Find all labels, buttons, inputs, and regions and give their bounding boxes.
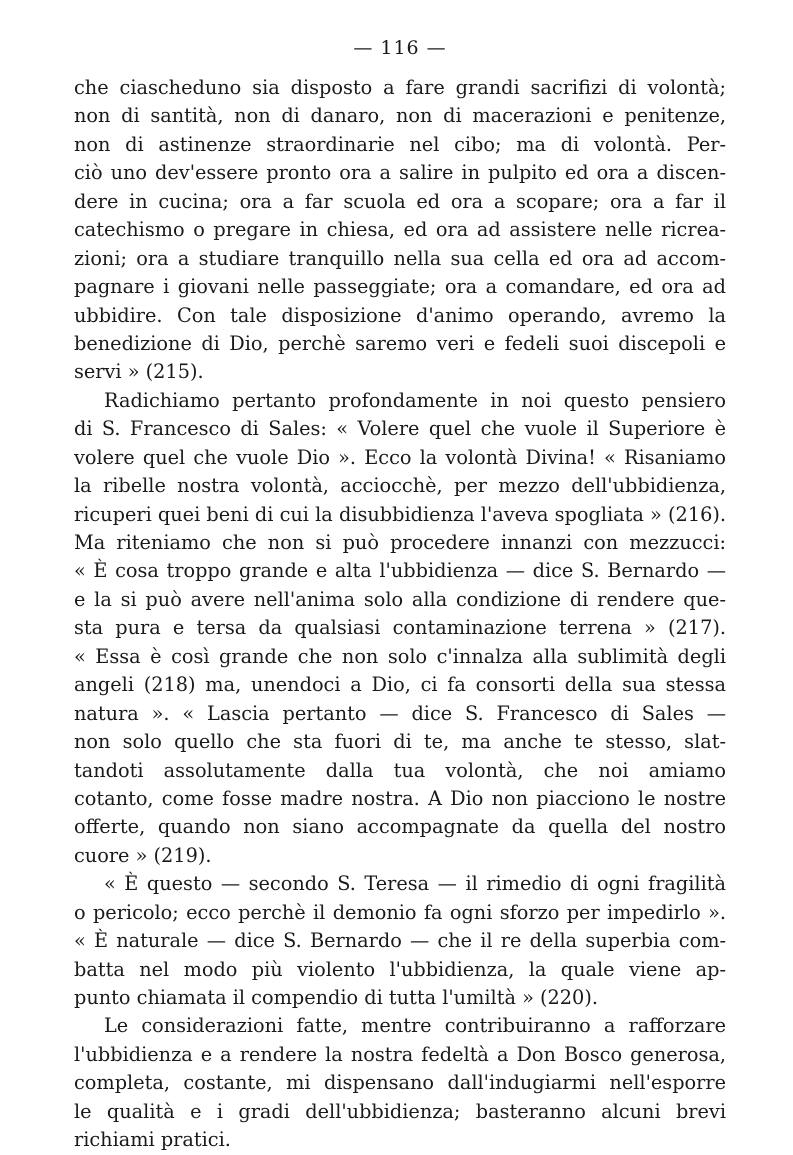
text-line: di S. Francesco di Sales: « Volere quel che vuole il Superiore è <box>74 417 726 441</box>
text-line: natura ». « Lascia pertanto — dice S. Francesco di Sales — <box>74 701 726 725</box>
text-line: l'ubbidienza e a rendere la nostra fedeltà a Don Bosco generosa, <box>74 1042 726 1066</box>
text-line: non solo quello che sta fuori di te, ma anche te stesso, slat- <box>74 730 726 754</box>
text-line: dere in cucina; ora a far scuola ed ora a scopare; ora a far il <box>74 189 726 213</box>
text-line: « È questo — secondo S. Teresa — il rimedio di ogni fragilità <box>104 872 726 896</box>
page-number: — 116 — <box>353 37 447 59</box>
text-line: Radichiamo pertanto profondamente in noi questo pensiero <box>104 388 726 412</box>
text-line: ricuperi quei beni di cui la disubbidienza l'aveva spogliata » (216). <box>74 502 726 526</box>
text-line: ubbidire. Con tale disposizione d'animo operando, avremo la <box>74 303 726 327</box>
text-line: volere quel che vuole Dio ». Ecco la volontà Divina! « Risaniamo <box>74 445 726 469</box>
text-line: cuore » (219). <box>74 843 212 867</box>
text-line: batta nel modo più violento l'ubbidienza, la quale viene ap- <box>74 957 726 981</box>
text-line: « Essa è così grande che non solo c'innalza alla sublimità degli <box>74 644 726 668</box>
text-line: catechismo o pregare in chiesa, ed ora ad assistere nelle ricrea- <box>74 218 726 242</box>
text-line: e la si può avere nell'anima solo alla condizione di rendere que- <box>74 587 726 611</box>
text-line: « È naturale — dice S. Bernardo — che il re della superbia com- <box>74 929 726 953</box>
text-line: la ribelle nostra volontà, acciocchè, per mezzo dell'ubbidienza, <box>74 474 726 498</box>
text-line: angeli (218) ma, unendoci a Dio, ci fa consorti della sua stessa <box>74 673 726 697</box>
text-line: non di santità, non di danaro, non di macerazioni e penitenze, <box>74 104 726 128</box>
body-text <box>74 74 726 1155</box>
text-line: le qualità e i gradi dell'ubbidienza; basteranno alcuni brevi <box>74 1099 726 1123</box>
text-line: Ma riteniamo che non si può procedere innanzi con mezzucci: <box>74 531 726 554</box>
text-line: Le considerazioni fatte, mentre contribuiranno a rafforzare <box>104 1014 726 1038</box>
text-line: servi » (215). <box>74 360 204 384</box>
text-line: o pericolo; ecco perchè il demonio fa ogni sforzo per impedirlo ». <box>74 900 726 924</box>
text-line: tandoti assolutamente dalla tua volontà, che noi amiamo <box>74 758 726 782</box>
text-line: richiami pratici. <box>74 1128 231 1152</box>
text-line: pagnare i giovani nelle passeggiate; ora a comandare, ed ora ad <box>74 275 726 299</box>
text-line: non di astinenze straordinarie nel cibo; ma di volontà. Per- <box>74 132 726 156</box>
text-line: benedizione di Dio, perchè saremo veri e fedeli suoi discepoli e <box>74 331 726 355</box>
text-line: ciò uno dev'essere pronto ora a salire in pulpito ed ora a discen- <box>74 161 726 185</box>
text-line: offerte, quando non siano accompagnate da quella del nostro <box>74 815 726 839</box>
text-line: completa, costante, mi dispensano dall'indugiarmi nell'esporre <box>74 1071 726 1095</box>
text-line: zioni; ora a studiare tranquillo nella sua cella ed ora ad accom- <box>74 246 726 270</box>
text-line: punto chiamata il compendio di tutta l'umiltà » (220). <box>74 986 598 1009</box>
text-line: « È cosa troppo grande e alta l'ubbidienza — dice S. Bernardo — <box>74 559 726 583</box>
text-line: cotanto, come fosse madre nostra. A Dio non piacciono le nostre <box>74 786 726 810</box>
book-page <box>74 36 726 1155</box>
text-line: che ciascheduno sia disposto a fare grandi sacrifizi di volontà; <box>74 76 726 99</box>
text-line: sta pura e tersa da qualsiasi contaminazione terrena » (217). <box>74 616 726 640</box>
